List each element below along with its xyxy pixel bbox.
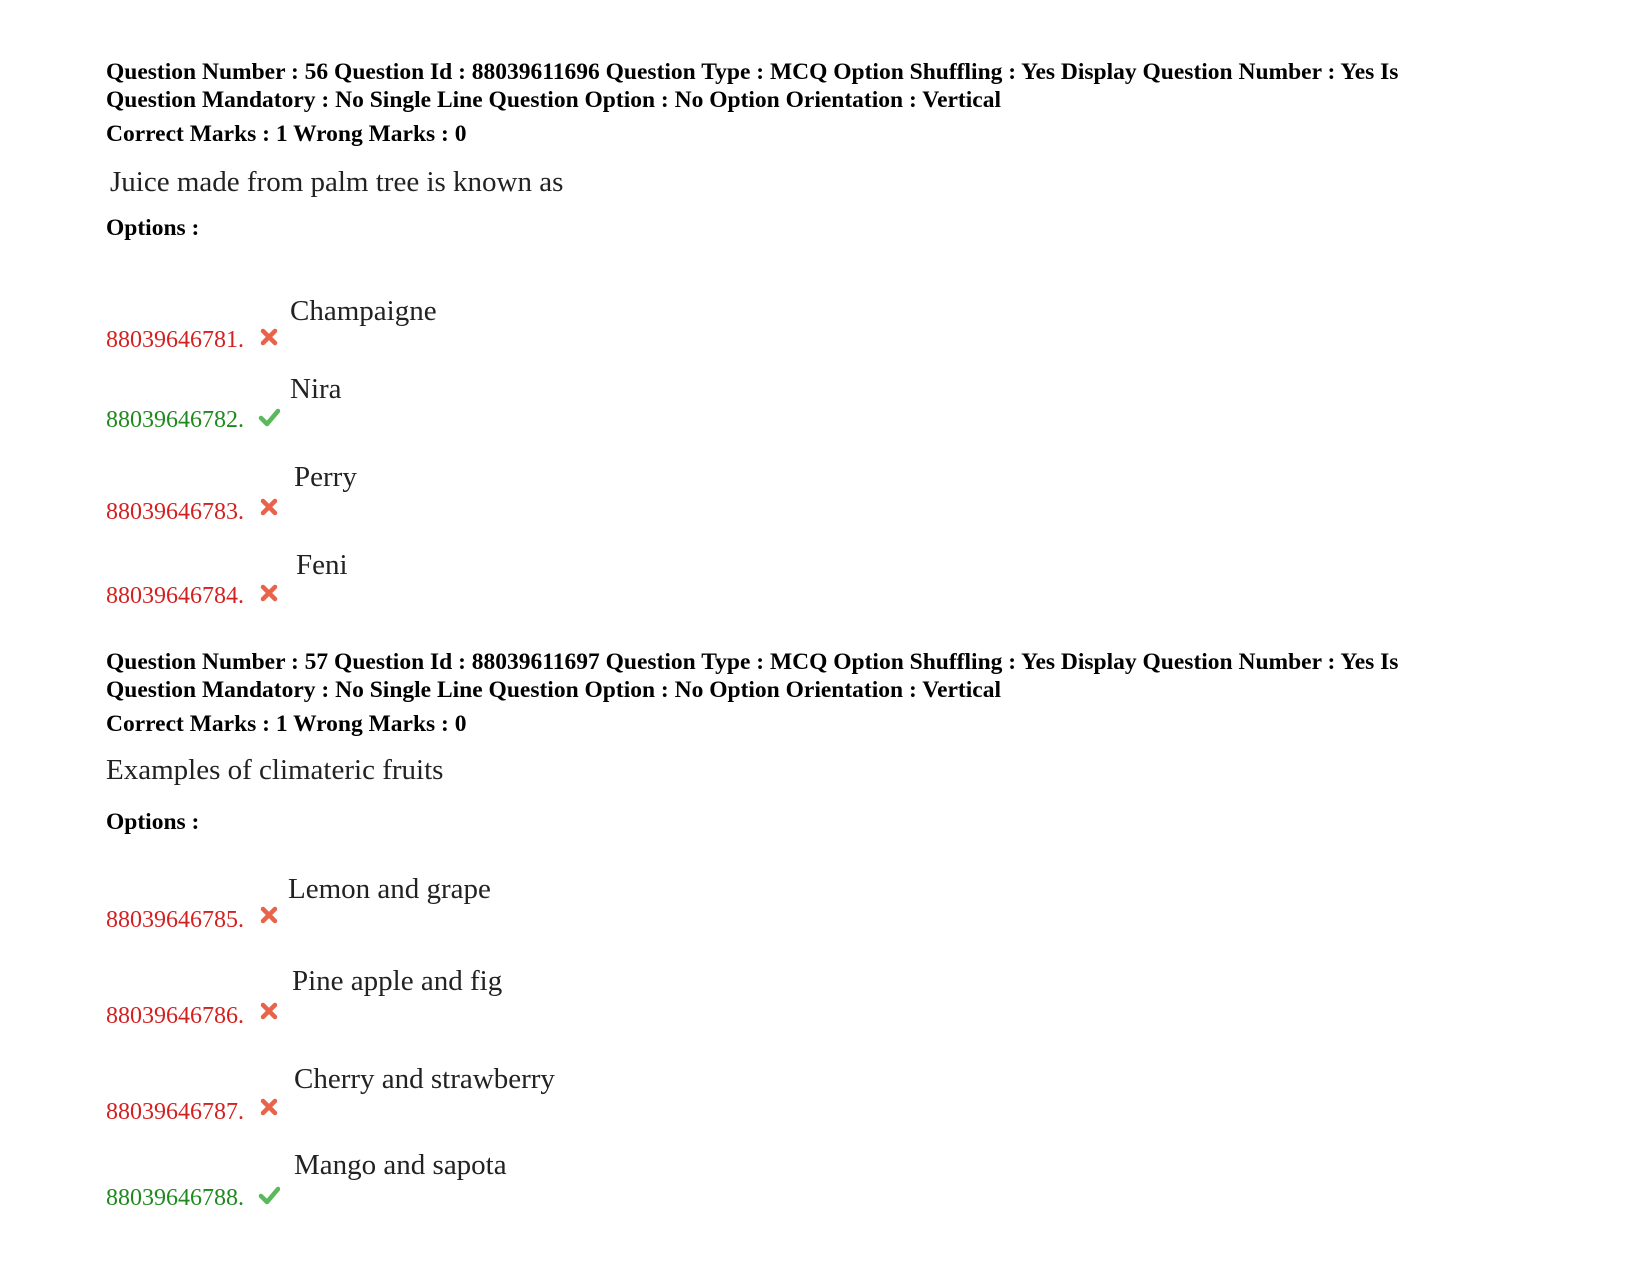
option-text: Champaigne [290,295,437,327]
option-row [106,374,806,434]
option-id: 88039646788. [106,1185,244,1211]
check-icon [258,406,280,428]
options-label: Options : [106,809,200,835]
question-marks: Correct Marks : 1 Wrong Marks : 0 [106,121,467,147]
option-id: 88039646786. [106,1003,244,1029]
cross-icon [258,904,280,926]
option-row [106,294,806,354]
cross-icon [258,582,280,604]
option-row [106,965,806,1030]
question-text: Examples of climateric fruits [106,754,444,786]
option-row [106,1149,806,1212]
question-block [106,58,1566,609]
options-label: Options : [106,215,200,241]
question-meta-line1: Question Number : 56 Question Id : 88039611696 Question Type : MCQ Option Shuffling : Yes Display Question Number : Yes Is [106,59,1399,85]
option-id: 88039646781. [106,327,244,353]
option-row [106,461,806,526]
option-row [106,1063,806,1126]
option-id: 88039646785. [106,907,244,933]
question-block [106,648,1566,1211]
question-marks: Correct Marks : 1 Wrong Marks : 0 [106,711,467,737]
question-meta-line1: Question Number : 57 Question Id : 88039611697 Question Type : MCQ Option Shuffling : Yes Display Question Number : Yes Is [106,649,1399,675]
option-id: 88039646782. [106,407,244,433]
option-id: 88039646787. [106,1099,244,1125]
cross-icon [258,326,280,348]
question-meta-line2: Question Mandatory : No Single Line Question Option : No Option Orientation : Vertical [106,87,1001,113]
cross-icon [258,1000,280,1022]
option-id: 88039646783. [106,499,244,525]
option-text: Pine apple and fig [292,965,503,997]
option-text: Perry [294,461,357,493]
option-text: Mango and sapota [294,1149,507,1181]
cross-icon [258,1096,280,1118]
option-text: Nira [290,373,342,405]
option-text: Feni [296,549,348,581]
question-text: Juice made from palm tree is known as [110,166,564,198]
option-row [106,550,806,610]
option-text: Lemon and grape [288,873,491,905]
question-meta [106,58,1566,114]
question-meta-line2: Question Mandatory : No Single Line Question Option : No Option Orientation : Vertical [106,677,1001,703]
option-text: Cherry and strawberry [294,1063,555,1095]
cross-icon [258,496,280,518]
check-icon [258,1184,280,1206]
question-meta [106,648,1566,704]
option-row [106,874,806,934]
option-id: 88039646784. [106,583,244,609]
